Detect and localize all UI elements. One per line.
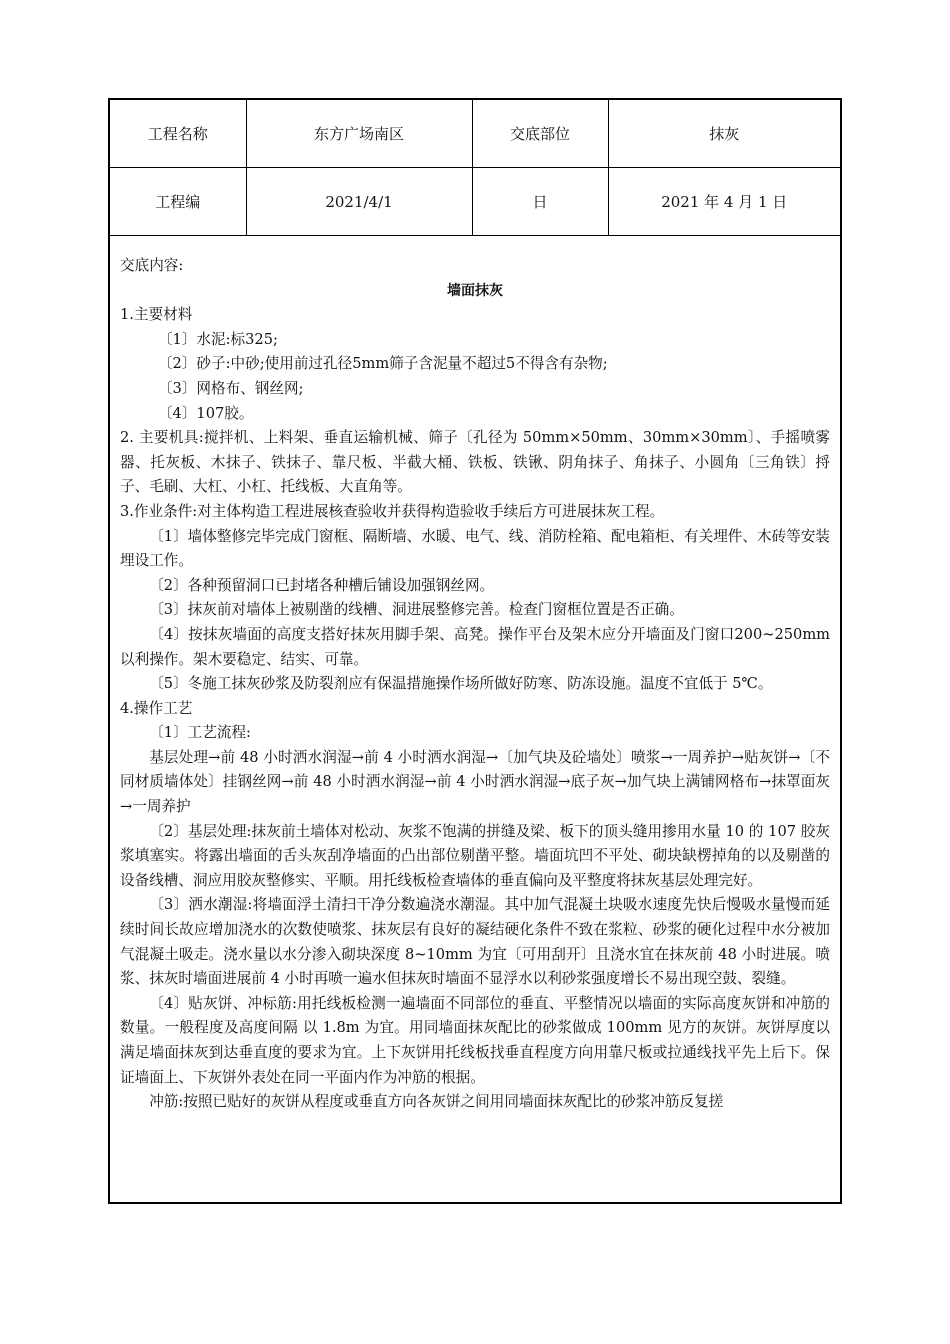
part-value: 抹灰 [608, 100, 840, 168]
project-name-label: 工程名称 [110, 100, 246, 168]
header-row-1 [110, 100, 840, 168]
list-item: 〔3〕网格布、钢丝网; [157, 379, 304, 397]
disclosure-content [110, 236, 840, 1115]
list-item: 〔4〕按抹灰墙面的高度支搭好抹灰用脚手架、高凳。操作平台及架木应分开墙面及门窗口200~250mm以利操作。架木要稳定、结实、可靠。 [120, 625, 830, 668]
process-flow: 基层处理→前 48 小时洒水润湿→前 4 小时洒水润湿→〔加气块及砼墙处〕喷浆→一周养护→贴灰饼→〔不同材质墙体处〕挂钢丝网→前 48 小时洒水润湿→前 4 小时洒水润湿→底子灰→加气块上满铺网格布→抹罩面灰→一周养护 [120, 748, 830, 816]
section-heading: 2. 主要机具:搅拌机、上料架、垂直运输机械、筛子〔孔径为 50mm×50mm、30mm×30mm〕、手摇喷雾器、托灰板、木抹子、铁抹子、靠尺板、半截大桶、铁板、铁锹、阴角抹子、角抹子、小圆角〔三角铁〕捋子、毛刷、大杠、小杠、托线板、大直角等。 [120, 429, 830, 496]
list-item: 〔1〕水泥:标325; [157, 330, 278, 348]
section-heading: 4.操作工艺 [120, 699, 193, 717]
header-row-2 [110, 168, 840, 236]
header-table [110, 100, 840, 236]
list-item: 〔2〕砂子:中砂;使用前过孔径5mm筛子含泥量不超过5不得含有杂物; [157, 355, 608, 373]
section-heading: 1.主要材料 [120, 306, 193, 324]
list-item: 冲筋:按照已贴好的灰饼从程度或垂直方向各灰饼之间用同墙面抹灰配比的砂浆冲筋反复搓 [149, 1093, 724, 1111]
list-item: 〔3〕抹灰前对墙体上被剔凿的线槽、洞进展整修完善。检查门窗框位置是否正确。 [149, 601, 684, 619]
date-value: 2021 年 4 月 1 日 [608, 168, 840, 236]
list-item: 〔1〕墙体整修完毕完成门窗框、隔断墙、水暖、电气、线、消防栓箱、配电箱柜、有关埋件、木砖等安装埋设工作。 [120, 527, 830, 570]
list-item: 〔1〕工艺流程: [149, 724, 251, 742]
section-heading: 3.作业条件:对主体构造工程进展核查验收并获得构造验收手续后方可进展抹灰工程。 [120, 502, 665, 520]
list-item: 〔5〕冬施工抹灰砂浆及防裂剂应有保温措施操作场所做好防寒、防冻设施。温度不宜低于 5℃。 [149, 675, 773, 693]
content-intro: 交底内容: [120, 257, 184, 274]
list-item: 〔4〕贴灰饼、冲标筋:用托线板检测一遍墙面不同部位的垂直、平整情况以墙面的实际高度灰饼和冲筋的数量。一般程度及高度间隔 以 1.8m 为宜。用同墙面抹灰配比的砂浆做成 100mm 见方的灰饼。灰饼厚度以满足墙面抹灰到达垂直度的要求为宜。上下灰饼用托线板找垂直程度方向用靠尺板或拉通线找平先上后下。保证墙面上、下灰饼外表处在同一平面内作为冲筋的根据。 [120, 994, 830, 1086]
list-item: 〔3〕洒水潮湿:将墙面浮土清扫干净分数遍浇水潮湿。其中加气混凝土块吸水速度先快后慢吸水量慢而延续时间长故应增加浇水的次数使喷浆、抹灰层有良好的凝结硬化条件不致在浆粒、砂浆的硬化过程中水分被加气混凝土吸走。浇水量以水分渗入砌块深度 8~10mm 为宜〔可用刮开〕且浇水宜在抹灰前 48 小时进展。喷浆、抹灰时墙面进展前 4 小时再喷一遍水但抹灰时墙面不显浮水以利砂浆强度增长不易出现空鼓、裂缝。 [120, 896, 830, 988]
list-item: 〔2〕各种预留洞口已封堵各种槽后铺设加强钢丝网。 [149, 576, 495, 594]
project-no-label: 工程编 [110, 168, 246, 236]
project-no-value: 2021/4/1 [246, 168, 472, 236]
date-label: 日 [472, 168, 608, 236]
part-label: 交底部位 [472, 100, 608, 168]
disclosure-sheet [108, 98, 842, 1204]
content-title: 墙面抹灰 [447, 282, 503, 299]
list-item: 〔4〕107胶。 [157, 404, 254, 422]
list-item: 〔2〕基层处理:抹灰前土墙体对松动、灰浆不饱满的拼缝及梁、板下的顶头缝用掺用水量 10 的 107 胶灰浆填塞实。将露出墙面的舌头灰刮净墙面的凸出部位剔凿平整。墙面坑凹不平处、砌块缺楞掉角的以及剔凿的设备线槽、洞应用胶灰整修实、平顺。用托线板检查墙体的垂直偏向及平整度将抹灰基层处理完好。 [120, 822, 830, 889]
project-name-value: 东方广场南区 [246, 100, 472, 168]
